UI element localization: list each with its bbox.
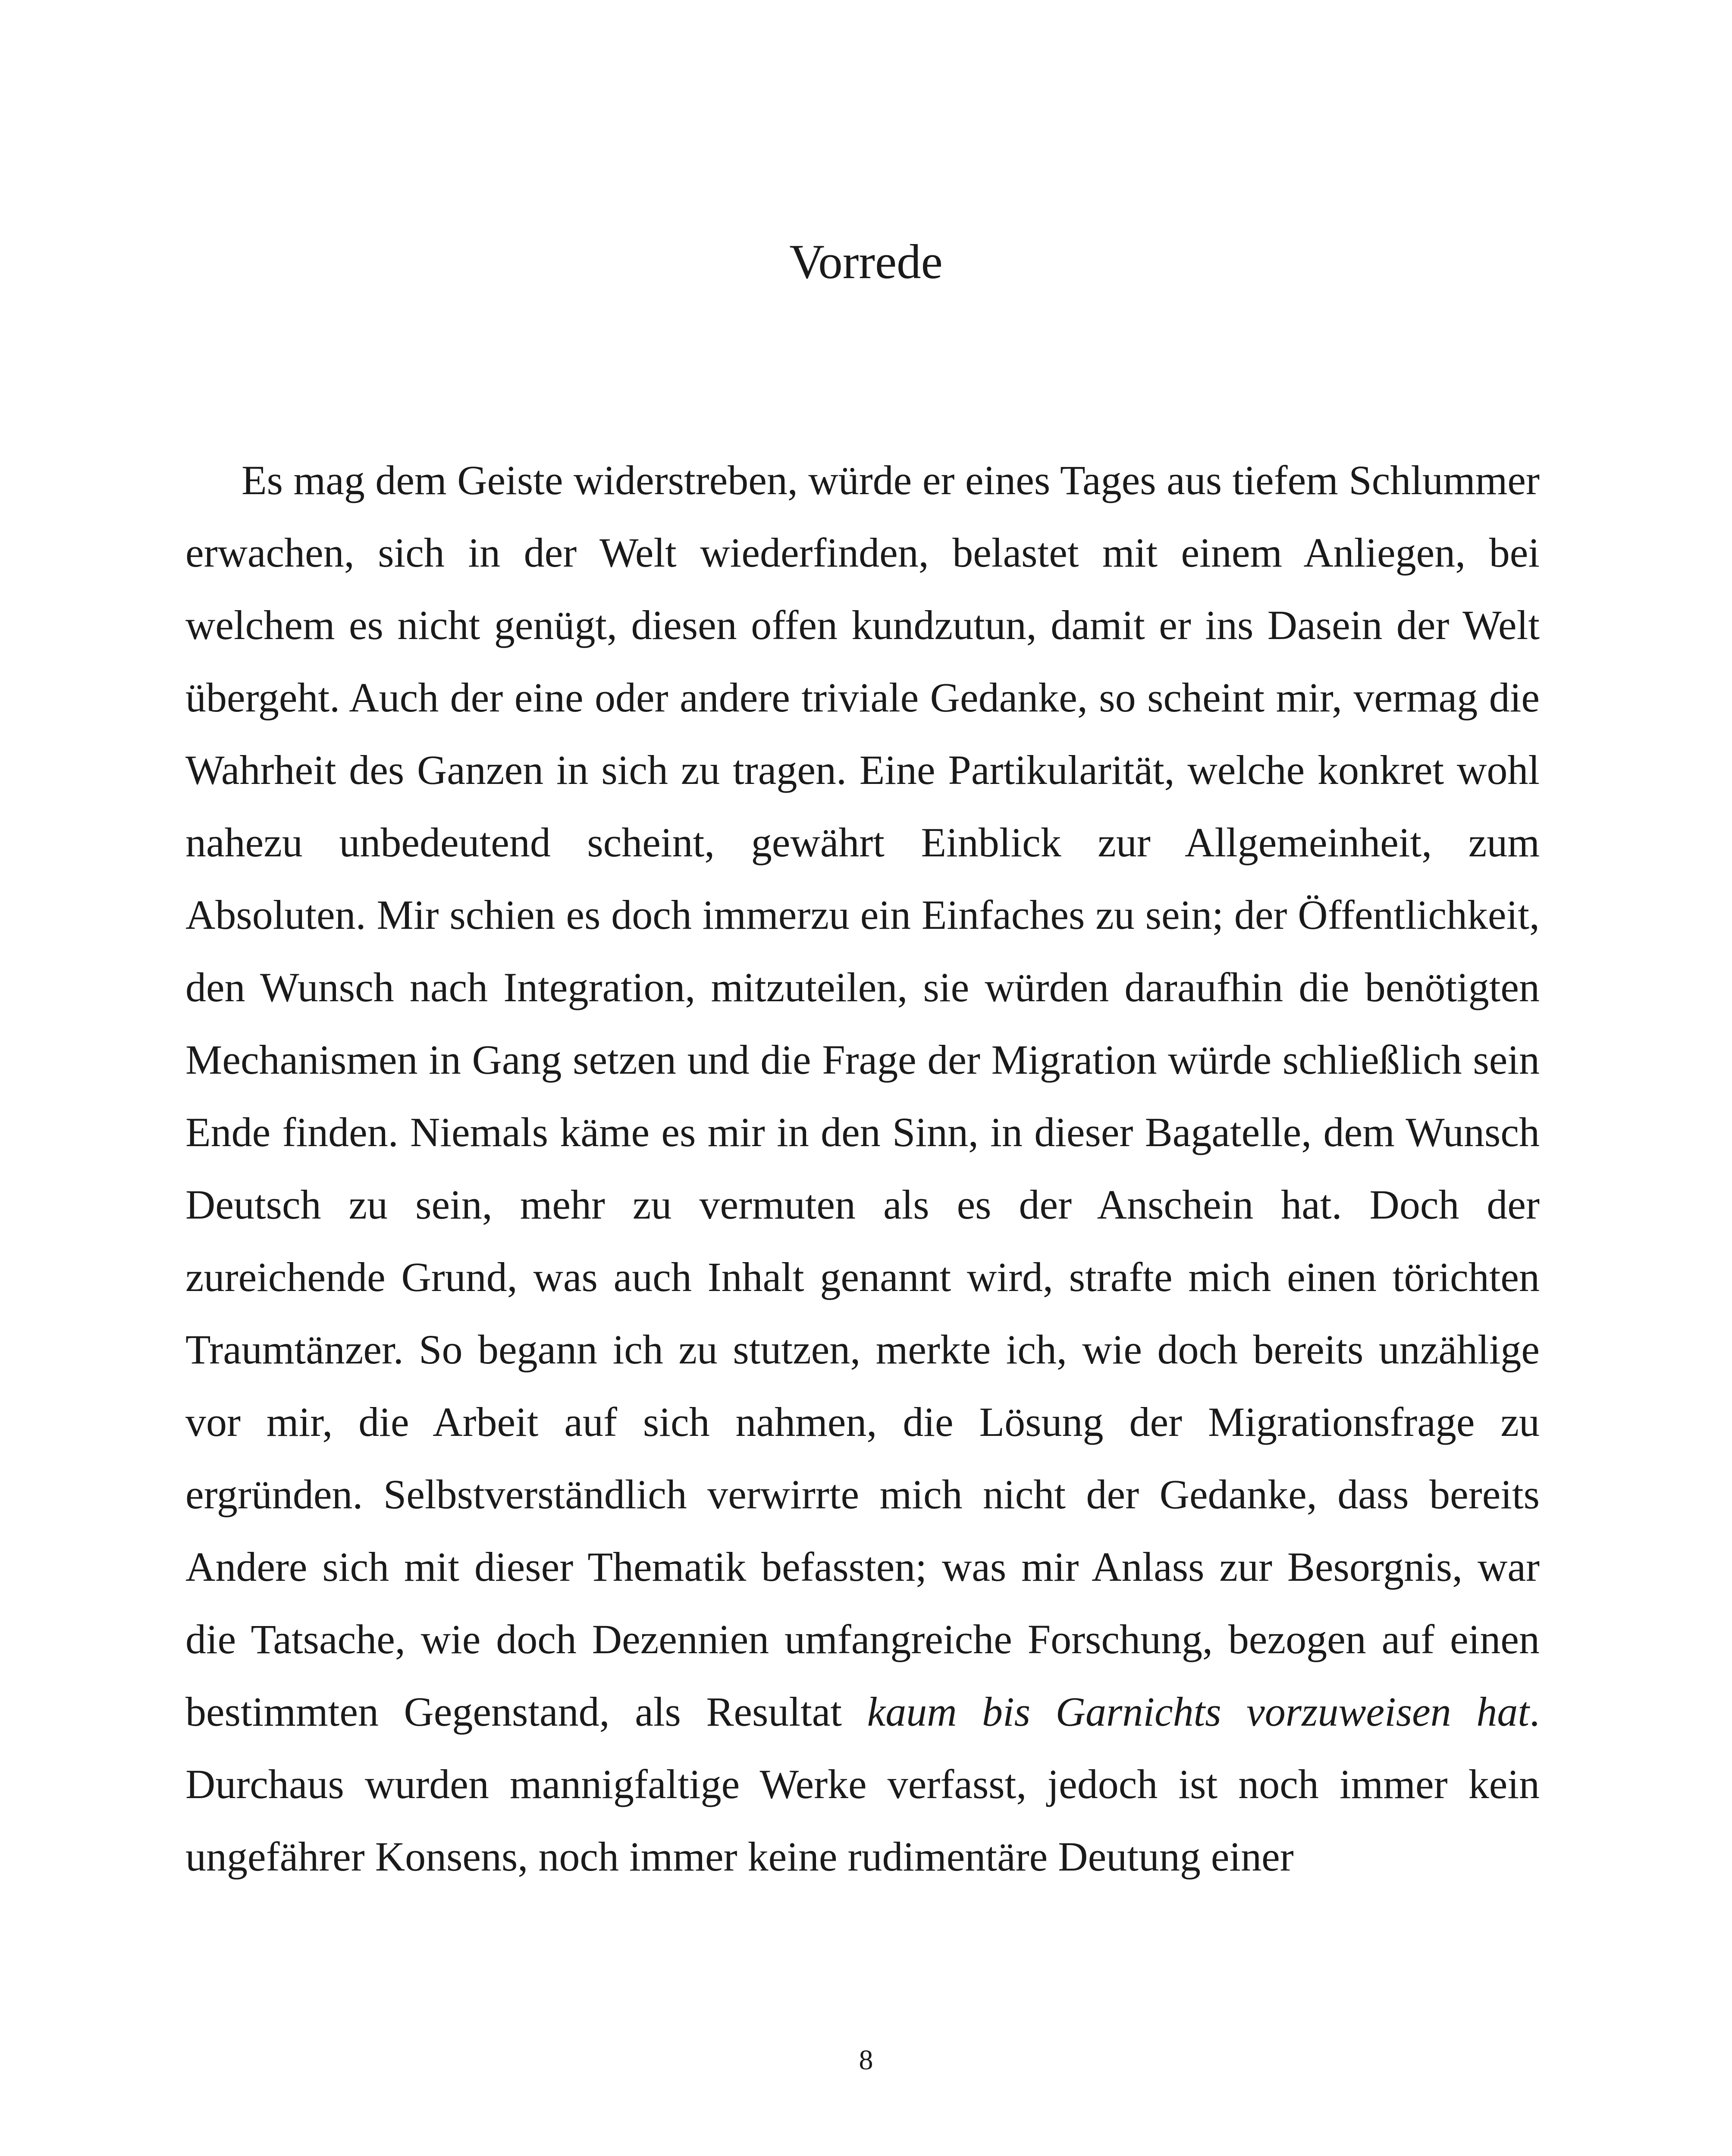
- page-number: 8: [859, 2044, 873, 2076]
- body-text-main: Es mag dem Geiste widerstreben, würde er eines Tages aus tiefem Schlummer erwachen, sich in der Welt wiederfinden, belastet mit einem Anliegen, bei welchem es nicht genügt, diesen offen kundzutun, damit er ins Dasein der Welt übergeht. Auch der eine oder andere triviale Gedanke, so scheint mir, vermag die Wahrheit des Ganzen in sich zu tragen. Eine Partikularität, welche konkret wohl nahezu unbedeutend scheint, gewährt Einblick zur Allgemeinheit, zum Absoluten. Mir schien es doch immerzu ein Einfaches zu sein; der Öffentlichkeit, den Wunsch nach Integration, mitzuteilen, sie würden daraufhin die benötigten Mechanismen in Gang setzen und die Frage der Migration würde schließlich sein Ende finden. Niemals käme es mir in den Sinn, in dieser Bagatelle, dem Wunsch Deutsch zu sein, mehr zu vermuten als es der Anschein hat. Doch der zureichende Grund, was auch Inhalt genannt wird, strafte mich einen törichten Traumtänzer. So begann ich zu stutzen, merkte ich, wie doch bereits unzählige vor mir, die Arbeit auf sich nahmen, die Lösung der Migrationsfrage zu ergründen. Selbstverständlich verwirrte mich nicht der Gedanke, dass bereits Andere sich mit dieser Thematik befassten; was mir Anlass zur Besorgnis, war die Tatsache, wie doch Dezennien umfangreiche Forschung, bezogen auf einen bestimmten Gegenstand, als Resultat: [185, 457, 1540, 1735]
- body-text-continuation: . Durchaus wurden mannigfaltige Werke verfasst, jedoch ist noch immer kein ungefährer Konsens, noch immer keine rudimentäre Deutung einer: [185, 1689, 1540, 1880]
- body-text-emphasis: kaum bis Garnichts vorzuweisen hat: [867, 1689, 1530, 1735]
- chapter-title: Vorrede: [789, 235, 943, 289]
- body-paragraph: [185, 444, 1540, 1893]
